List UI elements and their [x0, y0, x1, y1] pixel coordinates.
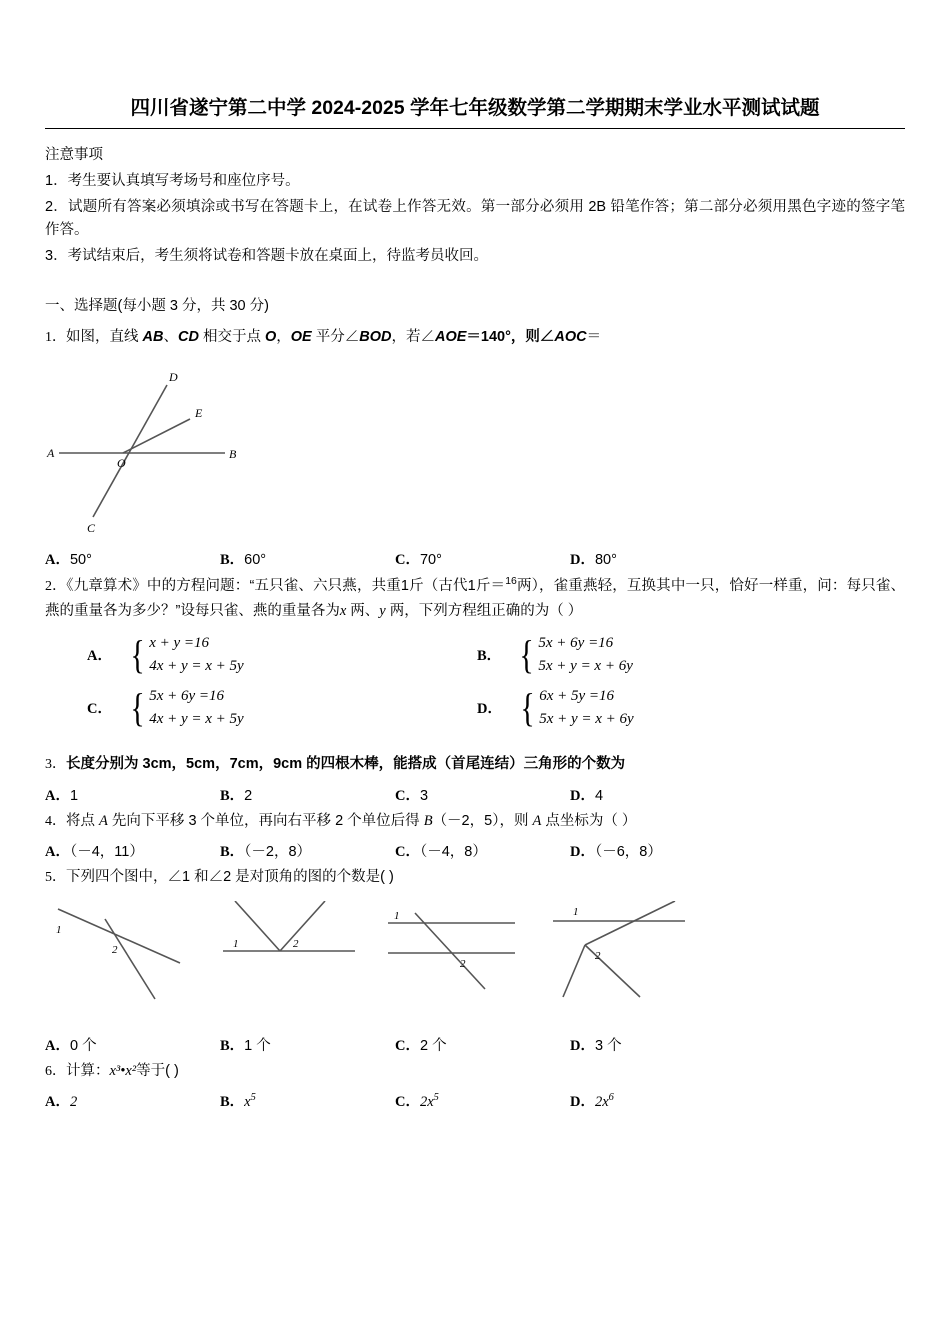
question-2-options-row-1 — [45, 632, 905, 677]
q5-fig2-label-2: 2 — [293, 937, 299, 950]
q2-option-a-eq2: 4x + y = x + 5y — [149, 657, 244, 674]
q3-option-b-text: 2 — [244, 787, 253, 804]
angle-pair-figure-3-svg — [380, 901, 540, 1011]
q1-cd: CD — [177, 329, 199, 346]
question-4-options — [45, 840, 905, 861]
q3-option-a[interactable] — [45, 784, 220, 805]
notice-heading: 注意事项 — [45, 147, 103, 164]
q2-text-2: 两），雀重燕轻，互换其中一只，恰好一样重，问：每只雀、燕的重量各为多少？”设每只雀、燕的重量各为 — [45, 577, 906, 620]
q5-option-b-text: 1 个 — [244, 1037, 271, 1054]
q4-option-a-label: A． — [45, 844, 70, 861]
q4-var-a: A — [99, 812, 108, 829]
q4-var-a2: A — [532, 812, 542, 829]
q1-aoc: AOC — [554, 329, 587, 346]
q5-fig1-label-1: 1 — [56, 923, 62, 936]
brace-icon: { — [519, 631, 534, 677]
question-5-number: 5． — [45, 870, 66, 886]
question-1-figure — [45, 357, 905, 542]
q5-option-b[interactable] — [220, 1034, 395, 1055]
q5-figure-1 — [50, 901, 215, 1016]
q3-option-d[interactable] — [570, 784, 745, 805]
question-1-number: 1． — [45, 330, 66, 346]
question-2-number: 2． — [45, 578, 67, 594]
q5-option-c-text: 2 个 — [419, 1037, 447, 1054]
q6-option-d-text: 2x — [594, 1094, 609, 1111]
q6-text-a: 计算： — [66, 1062, 110, 1079]
q3-option-c-text: 3 — [419, 787, 429, 804]
q4-text-b: 先向下平移 3 个单位，再向右平移 2 个单位后得 — [107, 812, 424, 829]
q4-option-c[interactable] — [395, 840, 570, 861]
notice-line-2: 2．试题所有答案必须填涂或书写在答题卡上，在试卷上作答无效。第一部分必须用 2B 铅笔作答；第二部分必须用黑色字迹的签字笔作答。 — [45, 198, 905, 239]
q4-option-c-text: （－4，8） — [419, 844, 487, 861]
q4-option-a-text: （－4，11） — [69, 844, 144, 861]
q5-option-d-text: 3 个 — [594, 1037, 622, 1054]
q2-var-x: x — [339, 603, 347, 620]
question-6-options — [45, 1090, 905, 1111]
q1-o: O — [265, 329, 277, 346]
q3-option-c-label: C． — [395, 787, 420, 804]
question-5-options — [45, 1034, 905, 1055]
q4-var-b: B — [423, 812, 433, 829]
q5-option-c[interactable] — [395, 1034, 570, 1055]
q1-oe: OE — [290, 329, 312, 346]
q2-option-c-label: C． — [87, 701, 112, 718]
q6-option-d-label: D． — [570, 1094, 595, 1111]
q6-option-b[interactable] — [220, 1090, 395, 1111]
q2-var-y: y — [379, 603, 386, 620]
svg-text:E: E — [195, 405, 203, 420]
q1-option-b-label: B． — [220, 551, 245, 568]
q2-text-3: 两、 — [346, 603, 380, 620]
brace-icon: { — [130, 631, 145, 677]
q6-option-c-text: 2x — [419, 1094, 434, 1111]
svg-text:D: D — [169, 369, 178, 384]
q2-option-d-eq1: 6x + 5y =16 — [539, 688, 614, 705]
q5-option-d-label: D． — [570, 1037, 595, 1054]
svg-text:A: A — [47, 445, 55, 460]
q6-option-b-text: x — [244, 1094, 251, 1111]
q1-option-c-label: C． — [395, 551, 420, 568]
question-4-number: 4． — [45, 813, 66, 829]
q2-option-c-eq1: 5x + 6y =16 — [149, 688, 224, 705]
q2-option-c[interactable] — [45, 685, 435, 730]
question-5 — [45, 865, 905, 891]
q4-option-b[interactable] — [220, 840, 395, 861]
q1-ab: AB — [142, 329, 164, 346]
svg-text:O: O — [117, 455, 126, 470]
q6-expr: x³•x² — [109, 1062, 137, 1079]
question-1-options — [45, 548, 905, 569]
q2-option-d[interactable] — [435, 685, 825, 730]
q6-option-b-sup: 5 — [250, 1092, 256, 1104]
q4-option-c-label: C． — [395, 844, 420, 861]
question-3 — [45, 752, 905, 778]
q3-option-a-text: 1 — [69, 787, 79, 804]
q1-option-a-text: 50° — [69, 551, 92, 568]
q1-aoe: AOE — [435, 329, 467, 346]
angle-figure-svg — [45, 357, 245, 537]
q3-option-d-text: 4 — [594, 787, 604, 804]
q5-fig2-label-1: 1 — [233, 937, 239, 950]
notice-line-1: 1．考生要认真填写考场号和座位序号。 — [45, 173, 300, 190]
q5-option-b-label: B． — [220, 1037, 245, 1054]
q5-figure-4 — [545, 901, 710, 1016]
q1-text-a: 如图，直线 — [66, 329, 143, 346]
q1-option-d-label: D． — [570, 551, 595, 568]
q5-fig4-label-2: 2 — [595, 949, 601, 962]
q2-option-a-label: A． — [87, 648, 112, 665]
q4-option-d[interactable] — [570, 840, 745, 861]
q1-text-f: ，若∠ — [391, 329, 435, 346]
q5-fig4-label-1: 1 — [573, 905, 579, 918]
question-2-options-row-2 — [45, 685, 905, 730]
q4-option-d-text: （－6，8） — [594, 844, 662, 861]
q1-option-c[interactable] — [395, 548, 570, 569]
q6-option-c-label: C． — [395, 1094, 420, 1111]
question-3-number: 3． — [45, 757, 66, 773]
q2-option-a[interactable] — [45, 632, 435, 677]
q1-option-d-text: 80° — [594, 551, 617, 568]
q5-option-c-label: C． — [395, 1037, 420, 1054]
q6-option-a-text: 2 — [69, 1094, 78, 1111]
question-3-text: 长度分别为 3cm，5cm，7cm，9cm 的四根木棒，能搭成（首尾连结）三角形的个数为 — [66, 756, 626, 773]
q1-text-b: 、 — [163, 329, 178, 346]
q6-option-c-sup: 5 — [433, 1092, 439, 1104]
q1-text-e: 平分∠ — [311, 329, 360, 346]
question-5-figures — [45, 901, 905, 1016]
question-2 — [45, 573, 905, 625]
q2-option-b[interactable] — [435, 632, 825, 677]
angle-pair-figure-1-svg — [50, 901, 210, 1011]
q5-fig3-label-1: 1 — [394, 909, 400, 922]
q2-text-4: 两，下列方程组正确的为（ ） — [385, 603, 583, 620]
q4-option-b-text: （－2，8） — [244, 844, 312, 861]
q4-option-b-label: B． — [220, 844, 245, 861]
q1-bod: BOD — [359, 329, 392, 346]
q5-option-a[interactable] — [45, 1034, 220, 1055]
q5-option-a-text: 0 个 — [69, 1037, 97, 1054]
q1-text-g: ＝140°，则∠ — [466, 329, 555, 346]
q1-text-h: ＝ — [586, 329, 602, 346]
q5-fig3-label-2: 2 — [460, 957, 466, 970]
q6-option-d-sup: 6 — [608, 1092, 614, 1104]
q6-text-b: 等于( ) — [136, 1062, 179, 1079]
q4-text-a: 将点 — [66, 812, 100, 829]
q6-option-a-label: A． — [45, 1094, 70, 1111]
question-5-text: 下列四个图中，∠1 和∠2 是对顶角的图的个数是( ) — [66, 869, 394, 886]
angle-pair-figure-2-svg — [215, 901, 375, 1011]
q5-option-d[interactable] — [570, 1034, 745, 1055]
question-6 — [45, 1059, 905, 1085]
question-4 — [45, 809, 905, 835]
q5-fig1-label-2: 2 — [112, 943, 118, 956]
q1-option-c-text: 70° — [419, 551, 442, 568]
q1-text-c: 相交于点 — [198, 329, 265, 346]
q2-option-a-eq1: x + y =16 — [149, 635, 209, 652]
svg-text:C: C — [87, 520, 96, 535]
svg-text:B: B — [229, 446, 237, 461]
q2-option-d-eq2: 5x + y = x + 6y — [539, 710, 634, 727]
page-title: 四川省遂宁第二中学 2024-2025 学年七年级数学第二学期期末学业水平测试试题 — [45, 95, 905, 129]
q1-option-b-text: 60° — [244, 551, 267, 568]
q2-option-b-eq1: 5x + 6y =16 — [538, 635, 614, 652]
angle-pair-figure-4-svg — [545, 901, 705, 1011]
q2-option-b-eq2: 5x + y = x + 6y — [538, 657, 633, 674]
section-title: 一、选择题(每小题 3 分，共 30 分) — [45, 298, 269, 315]
q5-figure-3 — [380, 901, 545, 1016]
q4-option-a[interactable] — [45, 840, 220, 861]
q5-figure-2 — [215, 901, 380, 1016]
q1-option-a[interactable] — [45, 548, 220, 569]
q2-option-d-label: D． — [477, 701, 502, 718]
question-1 — [45, 325, 905, 351]
q5-option-a-label: A． — [45, 1037, 70, 1054]
q3-option-a-label: A． — [45, 787, 70, 804]
q6-option-c[interactable] — [395, 1090, 570, 1111]
q3-option-b-label: B． — [220, 787, 245, 804]
brace-icon: { — [520, 684, 535, 730]
question-6-number: 6． — [45, 1063, 66, 1079]
q4-option-d-label: D． — [570, 844, 595, 861]
q1-option-a-label: A． — [45, 551, 70, 568]
q4-text-d: 点坐标为（ ） — [541, 812, 637, 829]
q4-text-c: （－2，5），则 — [432, 812, 533, 829]
q6-option-b-label: B． — [220, 1094, 245, 1111]
q6-option-d[interactable] — [570, 1090, 745, 1111]
q3-option-b[interactable] — [220, 784, 395, 805]
question-3-options — [45, 784, 905, 805]
q2-option-b-label: B． — [477, 648, 502, 665]
q3-option-c[interactable] — [395, 784, 570, 805]
q1-option-b[interactable] — [220, 548, 395, 569]
q6-option-a[interactable] — [45, 1090, 220, 1111]
notice-line-3: 3．考试结束后，考生须将试卷和答题卡放在桌面上，待监考员收回。 — [45, 247, 489, 264]
q2-sup: 16 — [505, 575, 517, 587]
q3-option-d-label: D． — [570, 787, 595, 804]
q2-option-c-eq2: 4x + y = x + 5y — [149, 710, 244, 727]
q2-text-1: 《九章算术》中的方程问题：“五只雀、六只燕，共重1斤（古代1斤＝ — [66, 577, 506, 594]
q1-option-d[interactable] — [570, 548, 745, 569]
brace-icon: { — [130, 684, 145, 730]
q1-text-d: ， — [276, 329, 291, 346]
